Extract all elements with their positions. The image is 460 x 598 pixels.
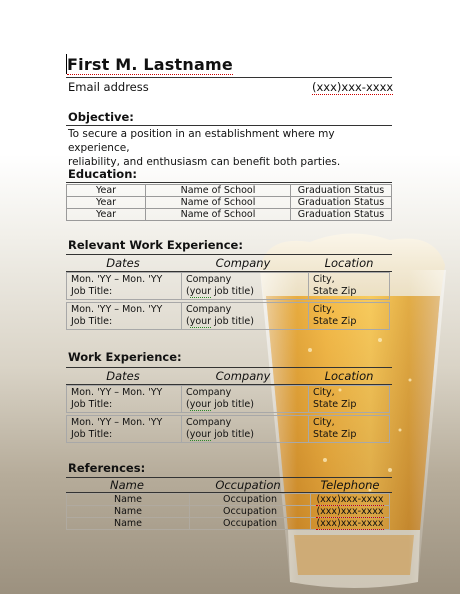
education-table <box>66 184 392 221</box>
table-row <box>67 185 392 197</box>
table-row <box>67 303 390 330</box>
job-city: City, <box>313 304 335 315</box>
job-location-cell[interactable] <box>309 273 390 300</box>
relevant-heading: Relevant Work Experience: <box>68 238 243 252</box>
work-heading: Work Experience: <box>68 350 182 364</box>
ref-name[interactable]: Name <box>67 494 190 506</box>
col-name: Name <box>110 478 144 492</box>
job-dates: Mon. 'YY – Mon. 'YY <box>71 387 163 398</box>
edu-year[interactable]: Year <box>67 197 146 209</box>
job-dates: Mon. 'YY – Mon. 'YY <box>71 304 163 315</box>
job-state: State Zip <box>313 399 357 410</box>
job-dates: Mon. 'YY – Mon. 'YY <box>71 417 163 428</box>
ref-name[interactable]: Name <box>67 506 190 518</box>
col-dates: Dates <box>106 256 140 270</box>
job-company: Company <box>186 387 232 398</box>
edu-status[interactable]: Graduation Status <box>291 197 392 209</box>
table-row <box>67 494 390 506</box>
job-city: City, <box>313 417 335 428</box>
edu-school[interactable]: Name of School <box>146 209 291 221</box>
job-city: City, <box>313 387 335 398</box>
objective-line: reliability, and enthusiasm can benefit both parties. <box>68 156 341 168</box>
job-title-label: Job Title: <box>71 399 113 410</box>
col-telephone: Telephone <box>320 478 380 492</box>
job-state: State Zip <box>313 286 357 297</box>
references-heading: References: <box>68 461 146 475</box>
job-title: (your job title) <box>186 316 254 327</box>
col-location: Location <box>324 256 374 270</box>
job-company-cell[interactable] <box>182 386 309 413</box>
ref-telephone[interactable]: (xxx)xxx-xxxx <box>311 494 390 506</box>
job-title-label: Job Title: <box>71 316 113 327</box>
table-row <box>67 386 390 413</box>
objective-divider <box>66 125 392 126</box>
job-title: (your job title) <box>186 286 254 297</box>
education-heading: Education: <box>68 167 137 181</box>
col-company: Company <box>215 256 271 270</box>
job-state: State Zip <box>313 316 357 327</box>
job-location-cell[interactable] <box>309 416 390 443</box>
job-dates-cell[interactable] <box>67 303 182 330</box>
job-dates-cell[interactable] <box>67 273 182 300</box>
relevant-table <box>66 272 390 330</box>
job-company-cell[interactable] <box>182 303 309 330</box>
job-dates: Mon. 'YY – Mon. 'YY <box>71 274 163 285</box>
ref-occupation[interactable]: Occupation <box>190 494 311 506</box>
job-company: Company <box>186 417 232 428</box>
job-location-cell[interactable] <box>309 303 390 330</box>
col-dates: Dates <box>106 369 140 383</box>
col-location: Location <box>324 369 374 383</box>
job-dates-cell[interactable] <box>67 386 182 413</box>
work-divider <box>66 367 392 368</box>
job-title-label: Job Title: <box>71 286 113 297</box>
work-table <box>66 385 390 443</box>
edu-school[interactable]: Name of School <box>146 185 291 197</box>
edu-school[interactable]: Name of School <box>146 197 291 209</box>
edu-year[interactable]: Year <box>67 209 146 221</box>
col-occupation: Occupation <box>215 478 281 492</box>
table-row <box>67 506 390 518</box>
phone-number[interactable]: (xxx)xxx-xxxx <box>312 80 394 94</box>
ref-occupation[interactable]: Occupation <box>190 506 311 518</box>
job-city: City, <box>313 274 335 285</box>
job-company-cell[interactable] <box>182 273 309 300</box>
job-location-cell[interactable] <box>309 386 390 413</box>
job-state: State Zip <box>313 429 357 440</box>
job-title-label: Job Title: <box>71 429 113 440</box>
table-row <box>67 416 390 443</box>
resume-name[interactable]: First M. Lastname <box>67 55 233 74</box>
references-table <box>66 493 390 530</box>
ref-name[interactable]: Name <box>67 518 190 530</box>
ref-occupation[interactable]: Occupation <box>190 518 311 530</box>
objective-heading: Objective: <box>68 110 134 124</box>
job-company: Company <box>186 274 232 285</box>
job-title: (your job title) <box>186 399 254 410</box>
edu-status[interactable]: Graduation Status <box>291 185 392 197</box>
email-address[interactable]: Email address <box>68 80 149 94</box>
job-company: Company <box>186 304 232 315</box>
job-title: (your job title) <box>186 429 254 440</box>
table-row <box>67 197 392 209</box>
edu-year[interactable]: Year <box>67 185 146 197</box>
objective-text[interactable] <box>68 127 398 169</box>
ref-telephone[interactable]: (xxx)xxx-xxxx <box>311 506 390 518</box>
name-divider <box>66 77 392 78</box>
education-divider <box>66 182 392 183</box>
objective-line: To secure a position in an establishment where my experience, <box>68 128 335 154</box>
job-company-cell[interactable] <box>182 416 309 443</box>
table-row <box>67 518 390 530</box>
col-company: Company <box>215 369 271 383</box>
table-row <box>67 273 390 300</box>
table-row <box>67 209 392 221</box>
ref-telephone[interactable]: (xxx)xxx-xxxx <box>311 518 390 530</box>
relevant-divider <box>66 254 392 255</box>
edu-status[interactable]: Graduation Status <box>291 209 392 221</box>
job-dates-cell[interactable] <box>67 416 182 443</box>
